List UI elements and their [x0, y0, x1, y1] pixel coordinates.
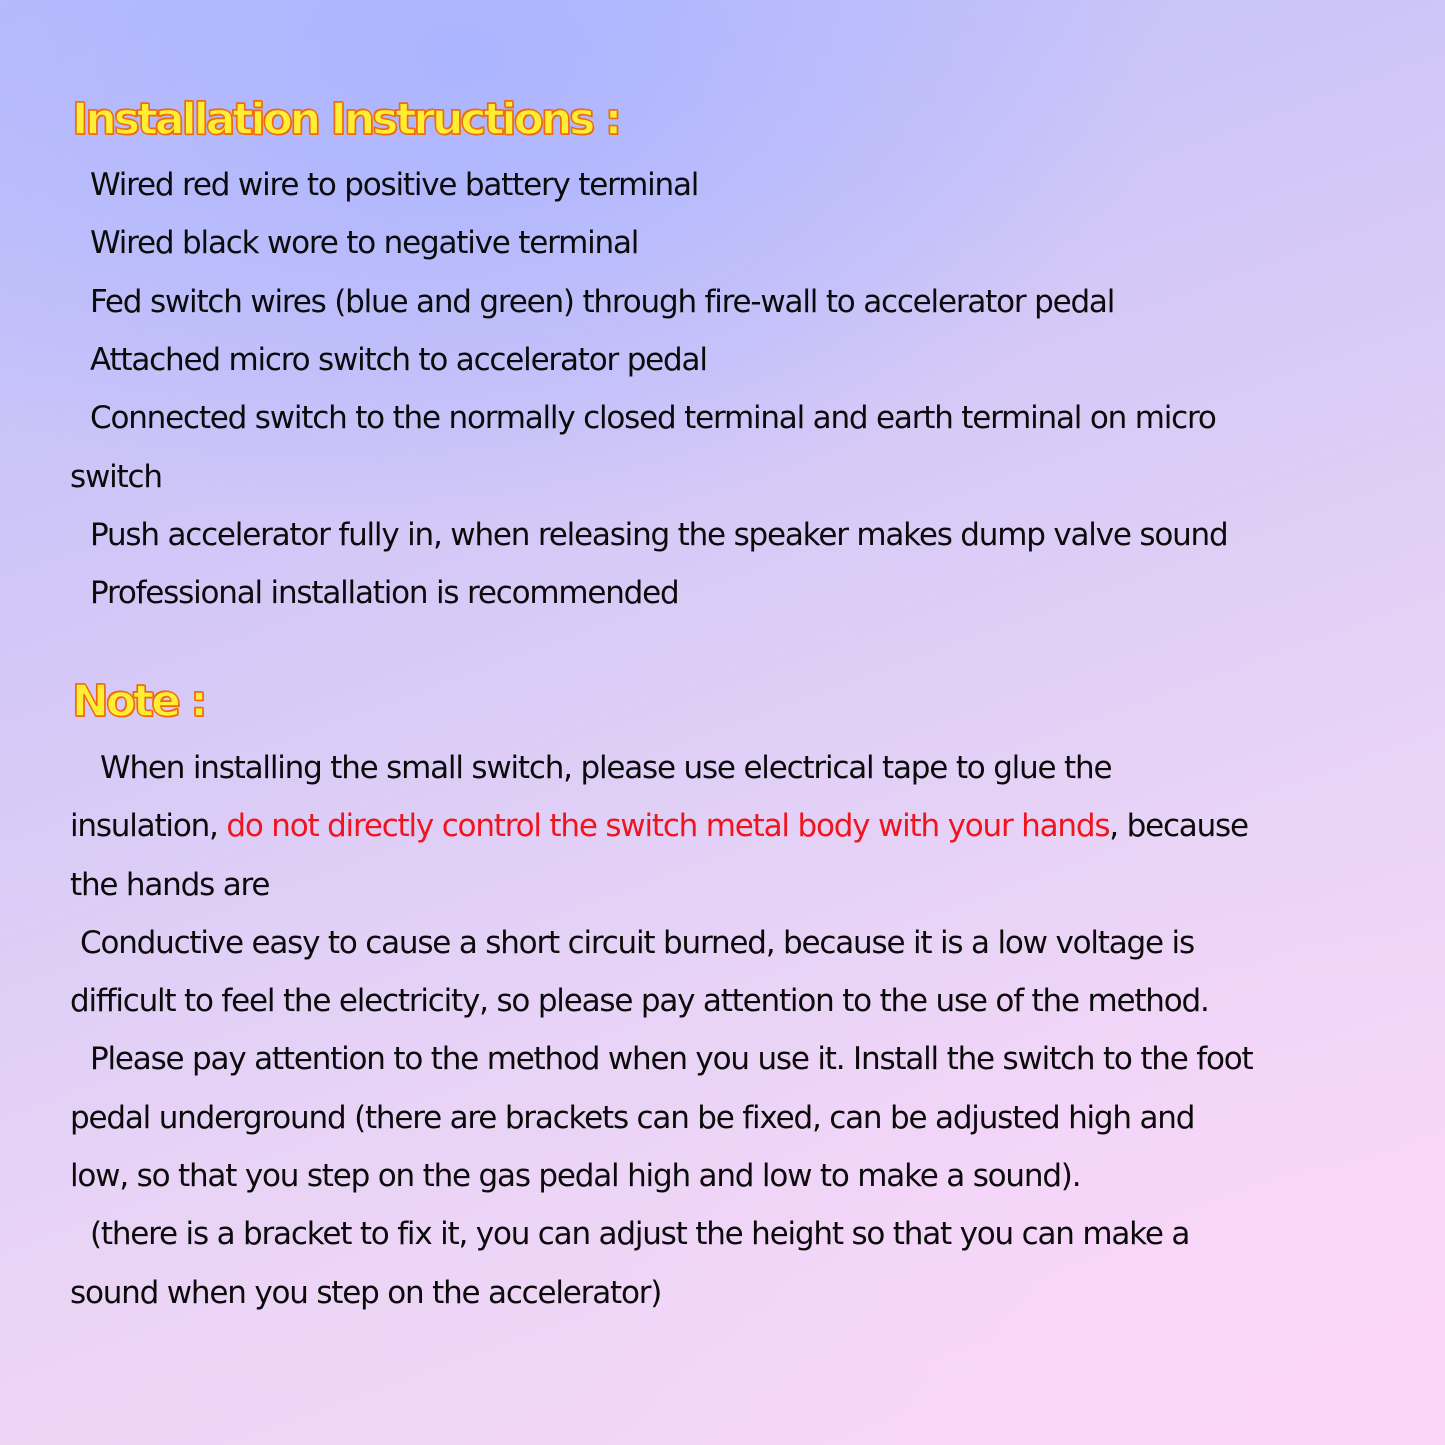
- warning-text: do not directly control the switch metal body with your hands: [226, 808, 1110, 844]
- installation-heading: Installation Instructions :: [72, 94, 620, 145]
- note-line: When installing the small switch, please use electrical tape to glue the: [100, 750, 1112, 786]
- note-line-with-warning: [70, 807, 1248, 845]
- installation-line: switch: [70, 459, 162, 495]
- note-line: sound when you step on the accelerator): [70, 1275, 662, 1311]
- installation-line: Connected switch to the normally closed terminal and earth terminal on micro: [90, 400, 1216, 436]
- note-line: (there is a bracket to fix it, you can adjust the height so that you can make a: [90, 1216, 1190, 1252]
- note-line: pedal underground (there are brackets can be fixed, can be adjusted high and: [70, 1100, 1195, 1136]
- note-text: , because: [1109, 808, 1248, 844]
- installation-line: Attached micro switch to accelerator pedal: [90, 342, 707, 378]
- installation-line: Fed switch wires (blue and green) through fire-wall to accelerator pedal: [90, 284, 1115, 320]
- installation-line: Push accelerator fully in, when releasing the speaker makes dump valve sound: [90, 517, 1228, 553]
- installation-line: Wired black wore to negative terminal: [90, 225, 639, 261]
- note-line: low, so that you step on the gas pedal high and low to make a sound).: [70, 1158, 1081, 1194]
- installation-line: Wired red wire to positive battery terminal: [90, 167, 699, 203]
- note-line: difficult to feel the electricity, so please pay attention to the use of the method.: [70, 983, 1209, 1019]
- note-heading: Note :: [72, 676, 205, 727]
- note-line: Please pay attention to the method when you use it. Install the switch to the foot: [90, 1041, 1253, 1077]
- note-line: the hands are: [70, 867, 270, 903]
- note-text: insulation,: [70, 808, 227, 844]
- note-line: Conductive easy to cause a short circuit burned, because it is a low voltage is: [80, 925, 1194, 961]
- installation-line: Professional installation is recommended: [90, 575, 679, 611]
